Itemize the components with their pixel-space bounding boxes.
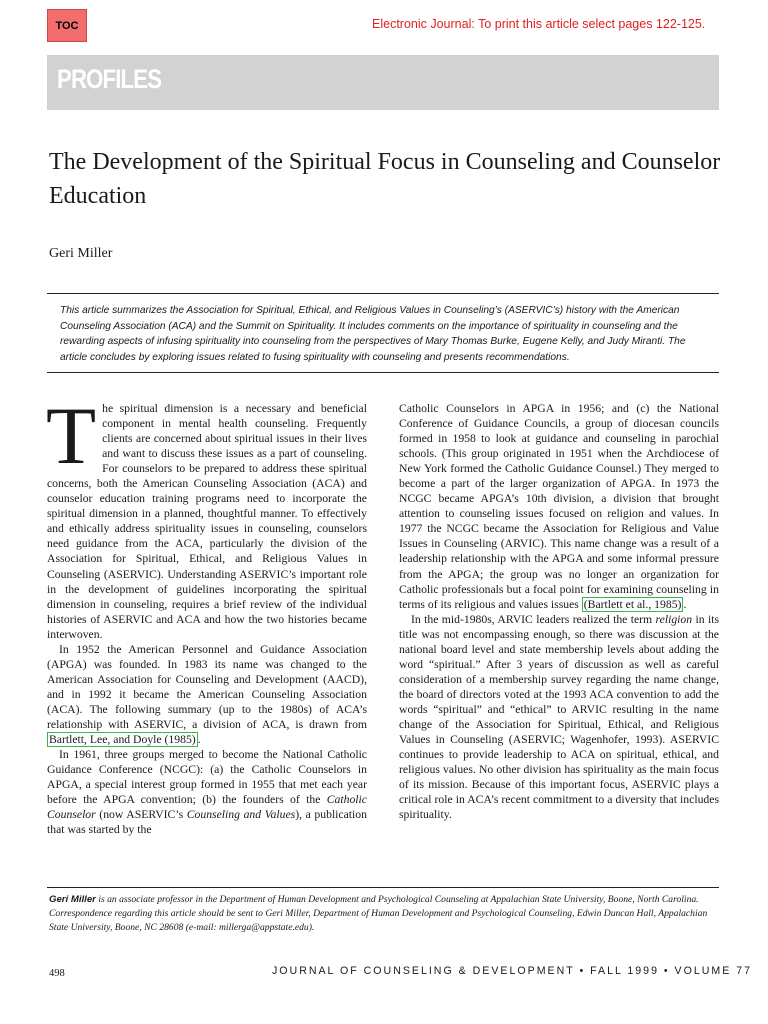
paragraph-intro [46,390,367,642]
author-footnote [49,893,721,935]
paragraph-mid-1980s-text-b: in its title was not encompassing enough, so there was discussion at the national board level and state membership levels about adding the word “spiritual.” After 3 years of discussion as well as careful consideration of a membership survey regarding the name change, the board of directors voted at the 1993 ACA convention to add the words “spiritual” and “ethical” to ARVIC resulting in the name change of the Association for Spiritual, Ethical, and Religious Values in Counseling (ASERVIC; Wagenhofer, 1993). ASERVIC continues to provide leadership to ACA on spiritual, ethical, and religious values. No other division has spirituality as the main focus of its mission. Because of this important focus, ASERVIC plays a critical role in ACA’s recent commitment to a diversity that includes spirituality. [399,612,720,822]
paragraph-mid-1980s-text: In the mid-1980s, ARVIC leaders realized the term [411,612,656,626]
section-banner-label: PROFILES [57,64,162,94]
section-banner [47,55,719,110]
footnote-text: is an associate professor in the Department of Human Development and Psychological Counseling at Appalachian State University, Boone, North Carolina. Correspondence regarding this article should be sent to Geri Miller, Department of Human Development and Psychological Counseling, Edwin Duncan Hall, Appalachian State University, Boone, NC 28608 (e-mail: millerga@appstate.edu). [49,894,708,933]
paragraph-history [47,642,367,747]
paragraph-1961-a [47,747,367,837]
paragraph-1961-end: . [683,597,687,611]
article-abstract: This article summarizes the Association for Spiritual, Ethical, and Religious Values in Counseling’s (ASERVIC’s) history with the American Counseling Association (ACA) and the Summit on Spirituality. It includes comments on the importance of spirituality in counseling and the rewarding aspects of infusing spirituality into counseling from the perspectives of Mary Thomas Burke, Eugene Kelly, and Judy Miranti. The article concludes by exploring issues related to fusing spirituality with counseling and presents recommendations. [47,293,719,373]
article-title: The Development of the Spiritual Focus in Counseling and Counselor Education [49,149,721,209]
drop-cap: T [46,390,97,481]
publication-title-counseling-and-values: Counseling and Values [186,808,296,822]
paragraph-1961-text-b: (now ASERVIC’s [95,808,187,822]
body-column-right [399,401,719,822]
page-number: 498 [49,968,65,979]
paragraph-1961-continued: Catholic Counselors in APGA in 1956; and (c) the National Conference of Guidance Councils, a group of diocesan councils formed in 1958 to look at guidance and counseling in parochial schools. (This group originated in 1951 when the Archdiocese of New York formed the Catholic Guidance Counsel.) They merged to become a part of the larger organization of APGA. In 1973 the NCGC became APGA’s 10th division, a division that brought attention to counseling issues focused on religion and values. In 1977 the NCGC became the Association for Religious and Value Issues in Counseling (ARVIC). This name change was a result of a leadership relationship with the APGA and some informal pressure from the APGA; the group was no longer an organization for Catholic professionals but a focal point for examining counseling in terms of its religious and values issues [399,402,719,611]
footnote-divider [47,887,719,888]
electronic-journal-note: Electronic Journal: To print this article select pages 122-125. [372,17,706,31]
toc-button[interactable]: TOC [47,9,87,42]
paragraph-mid-1980s [399,612,719,823]
paragraph-1961-text: In 1961, three groups merged to become the National Catholic Guidance Conference (NCGC): (a) the Catholic Counselors in APGA, a special interest group formed in 1955 that met each year before the APGA convention; (b) the founders of the [47,748,367,807]
journal-footer: JOURNAL OF COUNSELING & DEVELOPMENT • FALL 1999 • VOLUME 77 [272,965,753,977]
paragraph-history-end: . [197,733,201,747]
article-author: Geri Miller [49,246,113,261]
body-column-left [46,390,367,837]
paragraph-1961-text-c: ), a publication that was started by the [47,808,367,837]
citation-link-bartlett-et-al[interactable]: (Bartlett et al., 1985) [583,597,682,611]
publication-title-catholic-counselor: Catholic Counselor [47,793,367,822]
citation-link-bartlett-lee-doyle[interactable]: Bartlett, Lee, and Doyle (1985) [49,733,196,747]
footnote-author-name: Geri Miller [49,894,96,905]
paragraph-1961-b [399,401,719,612]
paragraph-intro-text: he spiritual dimension is a necessary and beneficial component in mental health counseling. Frequently clients are concerned about spiritual issues in their lives and want to discuss these issues as a part of counseling. For counselors to be prepared to address these spiritual concerns, both the American Counseling Association (ACA) and counselor education training programs need to incorporate the spiritual dimension in a planned, thoughtful manner. To effectively and ethically address spirituality issues in counseling, counselors need guidance from the ACA, particularly the division of the Association for Spiritual, Ethical, and Religious Values in Counseling (ASERVIC). Understanding ASERVIC’s important role in the development of guidelines incorporating the spiritual dimension in counseling, requires a brief review of the individual histories of ASERVIC and ACA and how the two histories became interwoven. [47,402,367,641]
term-religion: religion [655,612,693,626]
paragraph-history-text: In 1952 the American Personnel and Guidance Association (APGA) was founded. In 1983 its name was changed to the American Association for Counseling and Development (AACD), and in 1992 it became the American Counseling Association (ACA). The following summary (up to the 1980s) of ACA’s relationship with ASERVIC, a division of ACA, is drawn from [47,642,367,731]
